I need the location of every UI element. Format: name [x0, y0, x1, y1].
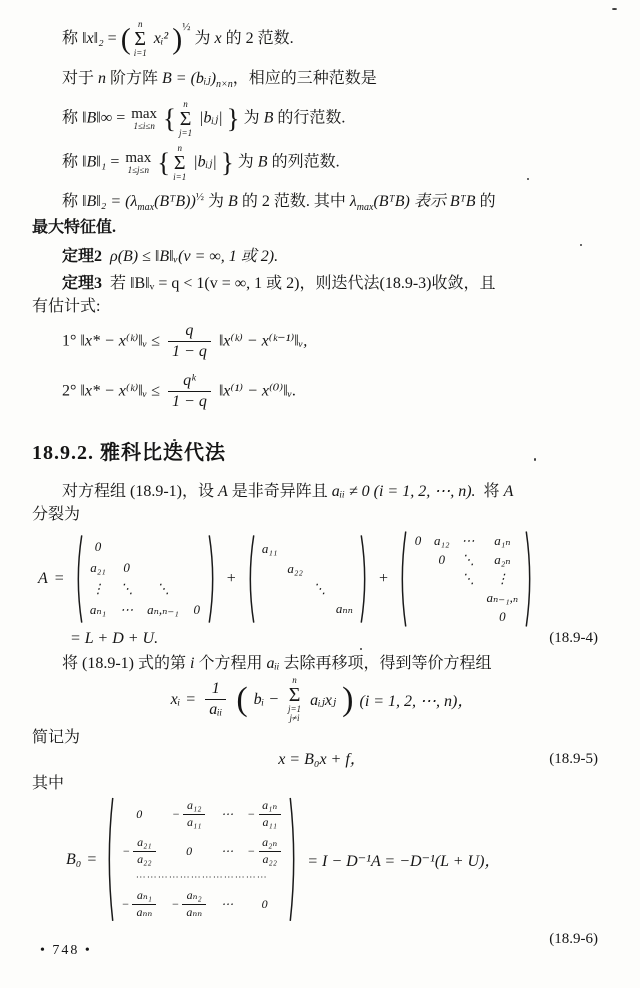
max-glyph: max: [131, 106, 158, 123]
matrix-cell: ⋱: [156, 581, 170, 597]
scan-speck: [580, 244, 582, 246]
math-norm-B2-open: ‖B‖₂ = (λ: [82, 193, 138, 211]
right-paren: [525, 530, 534, 628]
matrix-cell: [462, 594, 475, 602]
matrix-cell: a₂₂: [287, 560, 303, 576]
math-xi: xᵢ: [170, 690, 181, 708]
matrix-B0: [105, 796, 298, 923]
matrix-cell: aₙ₋₁,ₙ: [486, 589, 519, 605]
matrix-cell: ⋮: [91, 581, 105, 597]
max-glyph: max: [125, 150, 152, 167]
text-fragment: 为: [243, 109, 260, 127]
fraction-numerator: a₂₁: [137, 834, 152, 849]
close-brace: }: [226, 103, 240, 134]
estimate-1-formula: [32, 322, 612, 362]
matrix-cell: [434, 575, 450, 583]
sum-lower-limit-2: j≠i: [289, 713, 300, 724]
matrix-cell: [262, 565, 278, 573]
matrix-cell: aₙ₁: [89, 602, 107, 618]
minus-sign: −: [247, 807, 256, 821]
relation-leq: ≤: [151, 382, 161, 400]
estimate-1-lhs: ‖x* − x⁽ᵏ⁾‖ᵥ: [80, 332, 148, 350]
max-operator: [125, 151, 151, 175]
minus-sign: −: [171, 807, 181, 821]
right-paren: [208, 534, 217, 624]
max-limits: 1≤j≤n: [127, 165, 149, 176]
matrix-U-grid: [407, 530, 525, 628]
open-paren: (: [236, 680, 248, 718]
sum-term: |bᵢⱼ|: [193, 153, 217, 171]
theorem-2-statement: ρ(B) ≤ ‖B‖ᵥ(v = ∞, 1 或 2).: [110, 248, 279, 266]
fraction-denominator: a₁₁: [259, 814, 281, 830]
xi-formula: [32, 676, 612, 723]
sum-lower-limit: i=1: [173, 172, 187, 183]
text-fragment: 将: [483, 482, 500, 500]
fraction-numerator: a₁₂: [187, 798, 202, 813]
theorem-3-continuation-line: [32, 296, 612, 318]
math-BTB: (BᵀB)): [154, 193, 196, 211]
matrix-cell: [121, 889, 157, 920]
equals-sign: =: [186, 690, 196, 708]
matrix-cell: a₁₁: [261, 540, 278, 556]
sum-lower-limit: j=1: [179, 128, 193, 139]
equation-label-18-9-6: (18.9-6): [549, 930, 598, 947]
open-brace: {: [163, 103, 177, 134]
minus-sign: −: [247, 843, 256, 858]
sum-upper-limit: n: [137, 19, 143, 30]
matrix-cell: ⋱: [461, 551, 475, 567]
matrix-cell: ⋱: [120, 581, 134, 597]
cdots: ⋯: [221, 897, 234, 912]
index-range: (i = 1, 2, ⋯, n)，: [359, 693, 474, 711]
equation-label-18-9-6-row: [32, 929, 598, 949]
sum-operator: [179, 100, 192, 138]
fraction-denominator: 1 − q: [168, 341, 211, 361]
text-fragment: 的行范数.: [277, 109, 346, 127]
fraction-denominator: a₂₂: [259, 851, 281, 867]
matrix-cell: [336, 565, 353, 573]
text-fragment: 有估计式:: [32, 298, 101, 316]
matrix-cell: 0: [94, 539, 102, 555]
fraction: [182, 889, 206, 920]
text-fragment: 的 2 范数.: [225, 30, 294, 47]
equals-sign: =: [116, 109, 126, 127]
math-norm-B-inf: ‖B‖∞: [82, 109, 113, 127]
equation-label-18-9-4: (18.9-4): [549, 630, 598, 647]
matrix-cell: [287, 605, 303, 613]
subscript-max: max: [137, 202, 155, 214]
fraction-numerator: qᵏ: [183, 371, 196, 389]
matrix-cell: [336, 585, 353, 593]
matrix-cell: a₂₁: [90, 560, 106, 576]
math-bi-minus: bᵢ −: [253, 690, 279, 708]
text-fragment: 最大特征值.: [32, 218, 117, 236]
matrix-cell: [247, 897, 282, 912]
close-paren: ): [172, 22, 183, 56]
max-operator: [131, 107, 157, 131]
matrix-cell: [193, 564, 201, 572]
matrix-cell: [434, 613, 450, 621]
sum-upper-limit: n: [183, 99, 188, 110]
sigma-glyph: Σ: [134, 28, 147, 51]
item-number: 2°: [62, 382, 77, 400]
row-norm-definition-line: [32, 100, 612, 138]
fraction: [183, 799, 205, 830]
item-number: 1°: [62, 332, 77, 350]
matrix-cell: 0: [499, 608, 506, 624]
matrix-cell: [313, 545, 326, 553]
theorem-3-statement: 若 ‖B‖ᵥ = q < 1(v = ∞, 1 或 2)，则迭代法(18.9-3)收敛，且: [110, 274, 496, 292]
section-heading: [32, 440, 612, 467]
zero-entry: 0: [186, 843, 193, 858]
matrix-cell: [414, 575, 422, 583]
matrix-cell: [462, 613, 475, 621]
text-fragment: 对方程组 (18.9-1)，设: [62, 482, 214, 500]
exponent-half: ½: [182, 21, 191, 33]
theorem-2-label: 定理2: [62, 248, 103, 266]
relation-leq: ≤: [151, 332, 161, 350]
fraction: [132, 889, 156, 920]
exponent-half: ½: [195, 191, 205, 204]
text-fragment: 称: [62, 193, 79, 211]
where-line: [32, 773, 612, 795]
equation-18-9-4: [32, 530, 612, 628]
matrix-cell: [262, 605, 278, 613]
abbreviate-line: [32, 727, 612, 749]
matrix-cell: [313, 565, 326, 573]
matrix-cell: [313, 605, 326, 613]
scan-speck: [612, 8, 617, 10]
zero-entry: 0: [261, 897, 268, 912]
text-fragment: 称: [62, 30, 79, 47]
math-aij-xj: aᵢⱼxⱼ: [310, 691, 337, 709]
fraction: [205, 680, 226, 720]
col-norm-definition-line: [32, 144, 612, 182]
equals-sign: =: [110, 153, 120, 171]
fraction: [258, 836, 281, 867]
scan-speck: [173, 439, 176, 441]
matrix-cell: aₙₙ: [335, 600, 353, 616]
text-fragment: 将 (18.9-1) 式的第: [62, 654, 186, 672]
cdots: ⋯: [221, 807, 234, 821]
scan-speck: [360, 648, 362, 650]
text-fragment: 为: [237, 153, 254, 171]
equals-sign: =: [87, 850, 97, 868]
equation-18-9-4-sum-line: [32, 630, 612, 648]
math-var-B: B: [263, 109, 274, 127]
close-paren: ): [342, 680, 354, 718]
sum-term: xᵢ²: [153, 30, 169, 47]
matrix-cell: [121, 807, 157, 822]
text-fragment: 去除再移项，得到等价方程组: [283, 654, 492, 672]
text-fragment: 阶方阵: [110, 70, 159, 88]
text-fragment: 称: [62, 153, 79, 171]
left-paren: [246, 534, 255, 624]
x-B0x-f-formula: x = B₀x + f，: [278, 751, 366, 769]
matrix-cell: ⋯: [461, 532, 475, 548]
sum-operator: [288, 676, 301, 723]
plus-sign: +: [226, 569, 236, 587]
matrix-cell: [434, 594, 450, 602]
fraction: [168, 322, 211, 362]
fraction: [168, 372, 211, 412]
text-fragment: ，相应的三种范数是: [232, 70, 377, 88]
fraction-numerator: q: [185, 322, 194, 340]
matrix-cell: ⋯: [120, 602, 134, 618]
matrix-cell: [414, 613, 422, 621]
page-number: [40, 942, 92, 961]
right-paren: [289, 796, 298, 923]
subscript-nxn: n×n: [216, 79, 233, 91]
sum-term: |bᵢⱼ|: [199, 109, 223, 127]
math-aii: aᵢᵢ: [266, 654, 280, 672]
matrix-L-grid: [83, 534, 208, 624]
text-fragment: 的: [479, 193, 496, 211]
norm-x-definition-line: [32, 20, 612, 58]
section-heading-text: 18.9.2. 雅科比迭代法: [32, 441, 226, 464]
divide-equation-line: [32, 653, 612, 675]
estimate-2-lhs: ‖x* − x⁽ᵏ⁾‖ᵥ: [80, 382, 148, 400]
fraction-numerator: a₁ₙ: [262, 798, 278, 813]
matrix-cell: a₁₂: [433, 532, 450, 548]
matrix-cell: 0: [193, 602, 201, 618]
left-paren: [105, 796, 114, 923]
matrix-cell: [262, 585, 278, 593]
theorem-3-line: [32, 273, 612, 295]
text-fragment: 简记为: [32, 729, 81, 747]
math-var-n: n: [98, 70, 107, 88]
math-B0: B₀: [66, 850, 82, 868]
matrix-U: [398, 530, 534, 628]
sum-operator: [173, 144, 186, 182]
sigma-glyph: Σ: [288, 684, 301, 707]
matrix-cell: [247, 799, 282, 830]
fraction-numerator: a₂ₙ: [262, 834, 278, 849]
matrix-cell: ⋱: [461, 570, 475, 586]
equation-18-9-6: [32, 796, 612, 923]
fraction-denominator: aᵢᵢ: [205, 699, 226, 719]
text-fragment: 个方程用: [198, 654, 263, 672]
matrix-cell: [121, 836, 157, 867]
matrix-cell: a₁ₙ: [494, 532, 511, 548]
text-fragment: 是非奇异阵且: [231, 482, 328, 500]
subscript-max: max: [356, 202, 374, 214]
two-norm-continuation-line: [32, 217, 612, 239]
matrix-cell: [287, 585, 303, 593]
matrix-D-grid: [255, 534, 360, 624]
text-fragment: 为: [208, 193, 225, 211]
sigma-glyph: Σ: [179, 108, 192, 131]
zero-entry: 0: [136, 807, 143, 821]
matrix-cell: [171, 844, 207, 859]
minus-sign: −: [171, 897, 180, 912]
fraction-denominator: aₙₙ: [132, 904, 156, 920]
B0-identity-expression: = I − D⁻¹A = −D⁻¹(L + U)，: [307, 853, 501, 871]
matrix-cell: [221, 897, 233, 912]
text-fragment: 为: [194, 30, 211, 47]
math-var-B: B: [228, 193, 238, 211]
matrix-cell: [247, 836, 282, 867]
matrix-cell: [120, 543, 133, 551]
theorem-2-line: [32, 246, 612, 268]
estimate-2-rhs: ‖x⁽¹⁾ − x⁽⁰⁾‖ᵥ.: [218, 382, 297, 400]
math-aii-condition: aᵢᵢ ≠ 0 (i = 1, 2, ⋯, n).: [331, 482, 476, 500]
open-brace: {: [157, 147, 171, 178]
matrix-cell: [414, 556, 422, 564]
math-norm-x2: ‖x‖₂: [82, 30, 104, 47]
matrix-D: [246, 534, 369, 624]
matrix-L: [74, 534, 217, 624]
fraction-denominator: a₁₁: [183, 814, 205, 830]
math-lambda: λ: [349, 193, 357, 211]
page-number-text: • 748 •: [40, 943, 92, 958]
matrix-cell: [221, 807, 233, 822]
matrix-cell: [414, 594, 422, 602]
close-brace: }: [220, 147, 234, 178]
fraction: [133, 836, 155, 867]
estimate-2-formula: [32, 372, 612, 412]
math-var-A: A: [38, 569, 48, 587]
text-fragment: 其中: [32, 774, 65, 792]
text-fragment: 的 2 范数. 其中: [241, 193, 346, 211]
matrix-cell: [287, 545, 303, 553]
matrix-cell: ⋱: [312, 580, 326, 596]
matrix-norms-intro-line: [32, 68, 612, 92]
minus-sign: −: [122, 843, 131, 858]
matrix-dotted-row: ⋯⋯⋯⋯⋯⋯⋯⋯⋯⋯⋯⋯: [135, 872, 268, 884]
jacobi-intro-line-1: [32, 481, 612, 503]
text-fragment: 分裂为: [32, 506, 81, 524]
math-norm-B-1: ‖B‖₁: [82, 153, 107, 171]
math-expr-B: B = (bᵢⱼ): [162, 70, 217, 88]
matrix-cell: [147, 543, 179, 551]
math-var-A: A: [503, 482, 514, 500]
estimate-1-rhs: ‖x⁽ᵏ⁾ − x⁽ᵏ⁻¹⁾‖ᵥ,: [218, 332, 308, 350]
left-paren: [74, 534, 83, 624]
right-paren: [360, 534, 369, 624]
max-limits: 1≤i≤n: [133, 121, 155, 132]
matrix-cell: [336, 545, 353, 553]
text-fragment: 的列范数.: [271, 153, 340, 171]
fraction-numerator: 1: [211, 680, 220, 698]
matrix-cell: [221, 844, 233, 859]
equation-18-9-5: [32, 749, 612, 771]
fraction-denominator: 1 − q: [168, 391, 211, 411]
sum-operator: [134, 20, 147, 58]
math-var-A: A: [218, 482, 228, 500]
math-var-B: B: [257, 153, 268, 171]
matrix-cell: [171, 889, 207, 920]
matrix-cell: [171, 799, 207, 830]
fraction-numerator: aₙ₂: [186, 888, 202, 903]
matrix-cell: 0: [414, 532, 422, 548]
open-paren: (: [120, 22, 131, 56]
fraction-denominator: a₂₂: [133, 851, 155, 867]
sum-lower-limit-1: j=1: [287, 704, 302, 715]
fraction-numerator: aₙ₁: [136, 888, 152, 903]
math-BTB: (BᵀB) 表示: [373, 193, 446, 211]
plus-sign: +: [378, 569, 388, 587]
equals-sign: =: [107, 30, 117, 47]
matrix-cell: aₙ,ₙ₋₁: [147, 602, 179, 618]
fraction-denominator: aₙₙ: [182, 904, 206, 920]
scan-speck: [534, 458, 536, 461]
jacobi-intro-line-2: [32, 504, 612, 526]
text-fragment: 称: [62, 109, 79, 127]
equation-label-18-9-5: (18.9-5): [549, 751, 598, 768]
matrix-cell: [193, 543, 201, 551]
equals-sign: =: [54, 569, 64, 587]
sigma-glyph: Σ: [173, 152, 186, 175]
matrix-cell: 0: [438, 551, 445, 567]
math-BTB-plain: BᵀB: [449, 193, 476, 211]
text-fragment: 对于: [62, 70, 95, 88]
matrix-cell: [193, 585, 201, 593]
math-var-i: i: [190, 654, 195, 672]
fraction: [258, 799, 281, 830]
sum-lower-limit: i=1: [133, 48, 147, 59]
left-paren: [398, 530, 407, 628]
matrix-cell: [147, 564, 179, 572]
sum-L-D-U: = L + D + U.: [70, 629, 159, 647]
scan-speck: [527, 178, 529, 180]
minus-sign: −: [121, 897, 130, 912]
matrix-B0-grid: [114, 796, 289, 923]
two-norm-definition-line: [32, 190, 612, 215]
matrix-cell: 0: [123, 560, 130, 576]
sum-upper-limit: n: [292, 675, 297, 686]
cdots: ⋯: [221, 843, 234, 858]
math-var-x: x: [214, 30, 222, 47]
theorem-3-label: 定理3: [62, 274, 103, 292]
matrix-cell: ⋮: [495, 570, 509, 586]
sum-upper-limit: n: [177, 143, 182, 154]
matrix-cell: a₂ₙ: [494, 551, 511, 567]
